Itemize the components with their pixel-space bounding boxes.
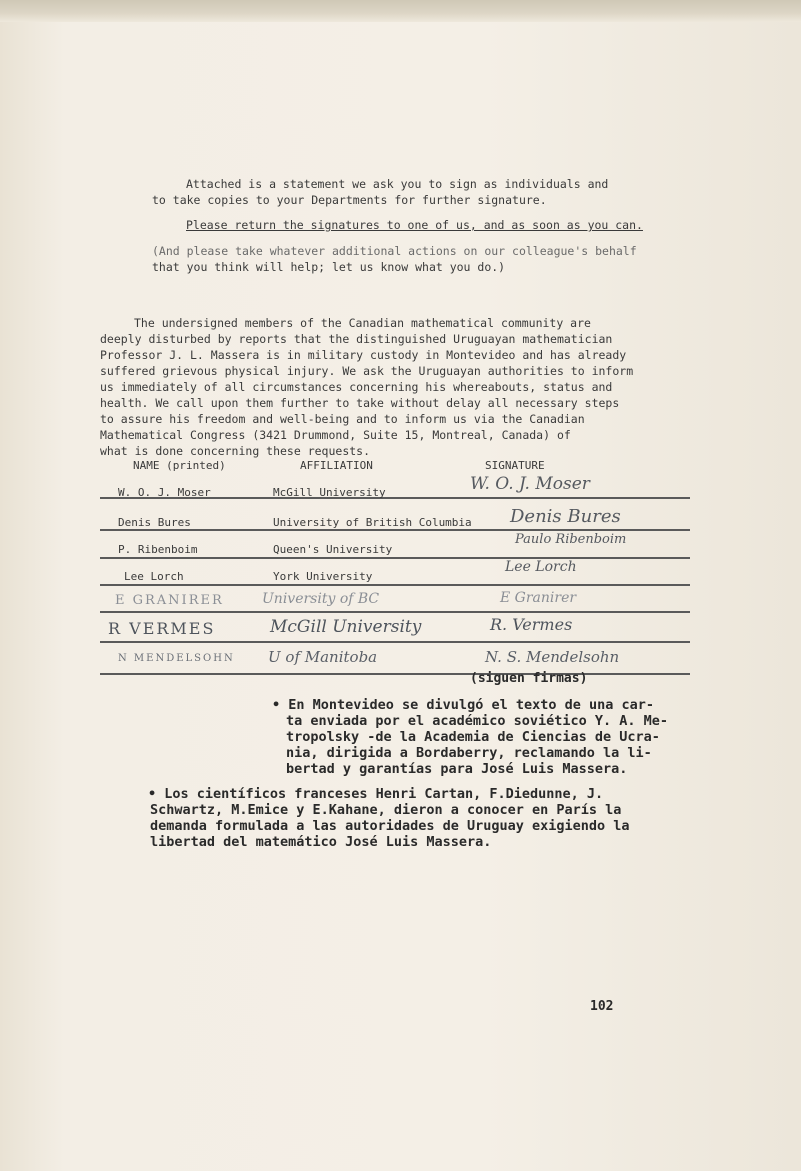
paper-top-edge: [0, 0, 801, 22]
statement-line: us immediately of all circumstances concerning his whereabouts, status and: [100, 380, 613, 394]
row-divider: [100, 673, 690, 675]
statement-line: suffered grievous physical injury. We ask the Uruguayan authorities to inform: [100, 364, 634, 378]
row-divider: [100, 557, 690, 559]
row-divider: [100, 641, 690, 643]
row-5-name: E GRANIRER: [115, 593, 224, 608]
row-4-affiliation: York University: [273, 570, 373, 583]
intro-line-1: Attached is a statement we ask you to sign as individuals and: [186, 177, 609, 191]
clipping-line: demanda formulada a las autoridades de Uruguay exigiendo la: [150, 818, 630, 834]
clipping-line: ta enviada por el académico soviético Y. A. Me-: [286, 713, 669, 729]
statement-line: Mathematical Congress (3421 Drummond, Suite 15, Montreal, Canada) of: [100, 428, 571, 442]
row-3-name: P. Ribenboim: [118, 543, 198, 556]
statement-line: what is done concerning these requests.: [100, 444, 371, 458]
row-6-name: R VERMES: [108, 619, 216, 638]
row-2-affiliation: University of British Columbia: [273, 516, 472, 529]
row-7-signature: N. S. Mendelsohn: [485, 648, 620, 666]
row-7-name: N MENDELSOHN: [118, 653, 235, 664]
clipping-line: nia, dirigida a Bordaberry, reclamando la li-: [286, 745, 652, 761]
row-2-signature: Denis Bures: [510, 506, 621, 527]
row-5-signature: E Granirer: [500, 590, 577, 606]
row-3-signature: Paulo Ribenboim: [515, 532, 627, 547]
clipping-line: Schwartz, M.Emice y E.Kahane, dieron a conocer en París la: [150, 802, 622, 818]
row-1-affiliation: McGill University: [273, 486, 386, 499]
row-4-signature: Lee Lorch: [505, 559, 577, 575]
return-note: Please return the signatures to one of us, and as soon as you can.: [186, 218, 643, 232]
statement-line: deeply disturbed by reports that the distinguished Uruguayan mathematician: [100, 332, 613, 346]
row-6-signature: R. Vermes: [490, 615, 573, 634]
row-2-name: Denis Bures: [118, 516, 191, 529]
row-1-signature: W. O. J. Moser: [470, 474, 590, 494]
row-divider: [100, 584, 690, 586]
row-6-affiliation: McGill University: [270, 617, 422, 637]
clipping-line: libertad del matemático José Luis Massera.: [150, 834, 492, 850]
aside-line-2: that you think will help; let us know what you do.): [152, 260, 506, 274]
siguen-firmas: (siguen firmas): [470, 671, 588, 686]
statement-line: Professor J. L. Massera is in military custody in Montevideo and has already: [100, 348, 627, 362]
row-5-affiliation: University of BC: [262, 591, 380, 607]
page-number: 102: [590, 999, 614, 1014]
clipping-line: • En Montevideo se divulgó el texto de una car-: [272, 697, 655, 713]
header-name: NAME (printed): [133, 459, 226, 472]
header-signature: SIGNATURE: [485, 459, 545, 472]
row-divider: [100, 611, 690, 613]
clipping-line: tropolsky -de la Academia de Ciencias de Ucra-: [286, 729, 660, 745]
row-1-name: W. O. J. Moser: [118, 486, 211, 499]
statement-line: to assure his freedom and well-being and to inform us via the Canadian: [100, 412, 585, 426]
clipping-line: bertad y garantías para José Luis Massera.: [286, 761, 628, 777]
row-4-name: Lee Lorch: [124, 570, 184, 583]
row-7-affiliation: U of Manitoba: [268, 648, 378, 666]
clipping-line: • Los científicos franceses Henri Cartan, F.Diedunne, J.: [148, 786, 604, 802]
header-affiliation: AFFILIATION: [300, 459, 373, 472]
statement-line: The undersigned members of the Canadian mathematical community are: [134, 316, 591, 330]
intro-line-2: to take copies to your Departments for further signature.: [152, 193, 547, 207]
row-3-affiliation: Queen's University: [273, 543, 393, 556]
row-divider: [100, 529, 690, 531]
statement-line: health. We call upon them further to take without delay all necessary steps: [100, 396, 620, 410]
aside-line-1: (And please take whatever additional actions on our colleague's behalf: [152, 244, 637, 258]
